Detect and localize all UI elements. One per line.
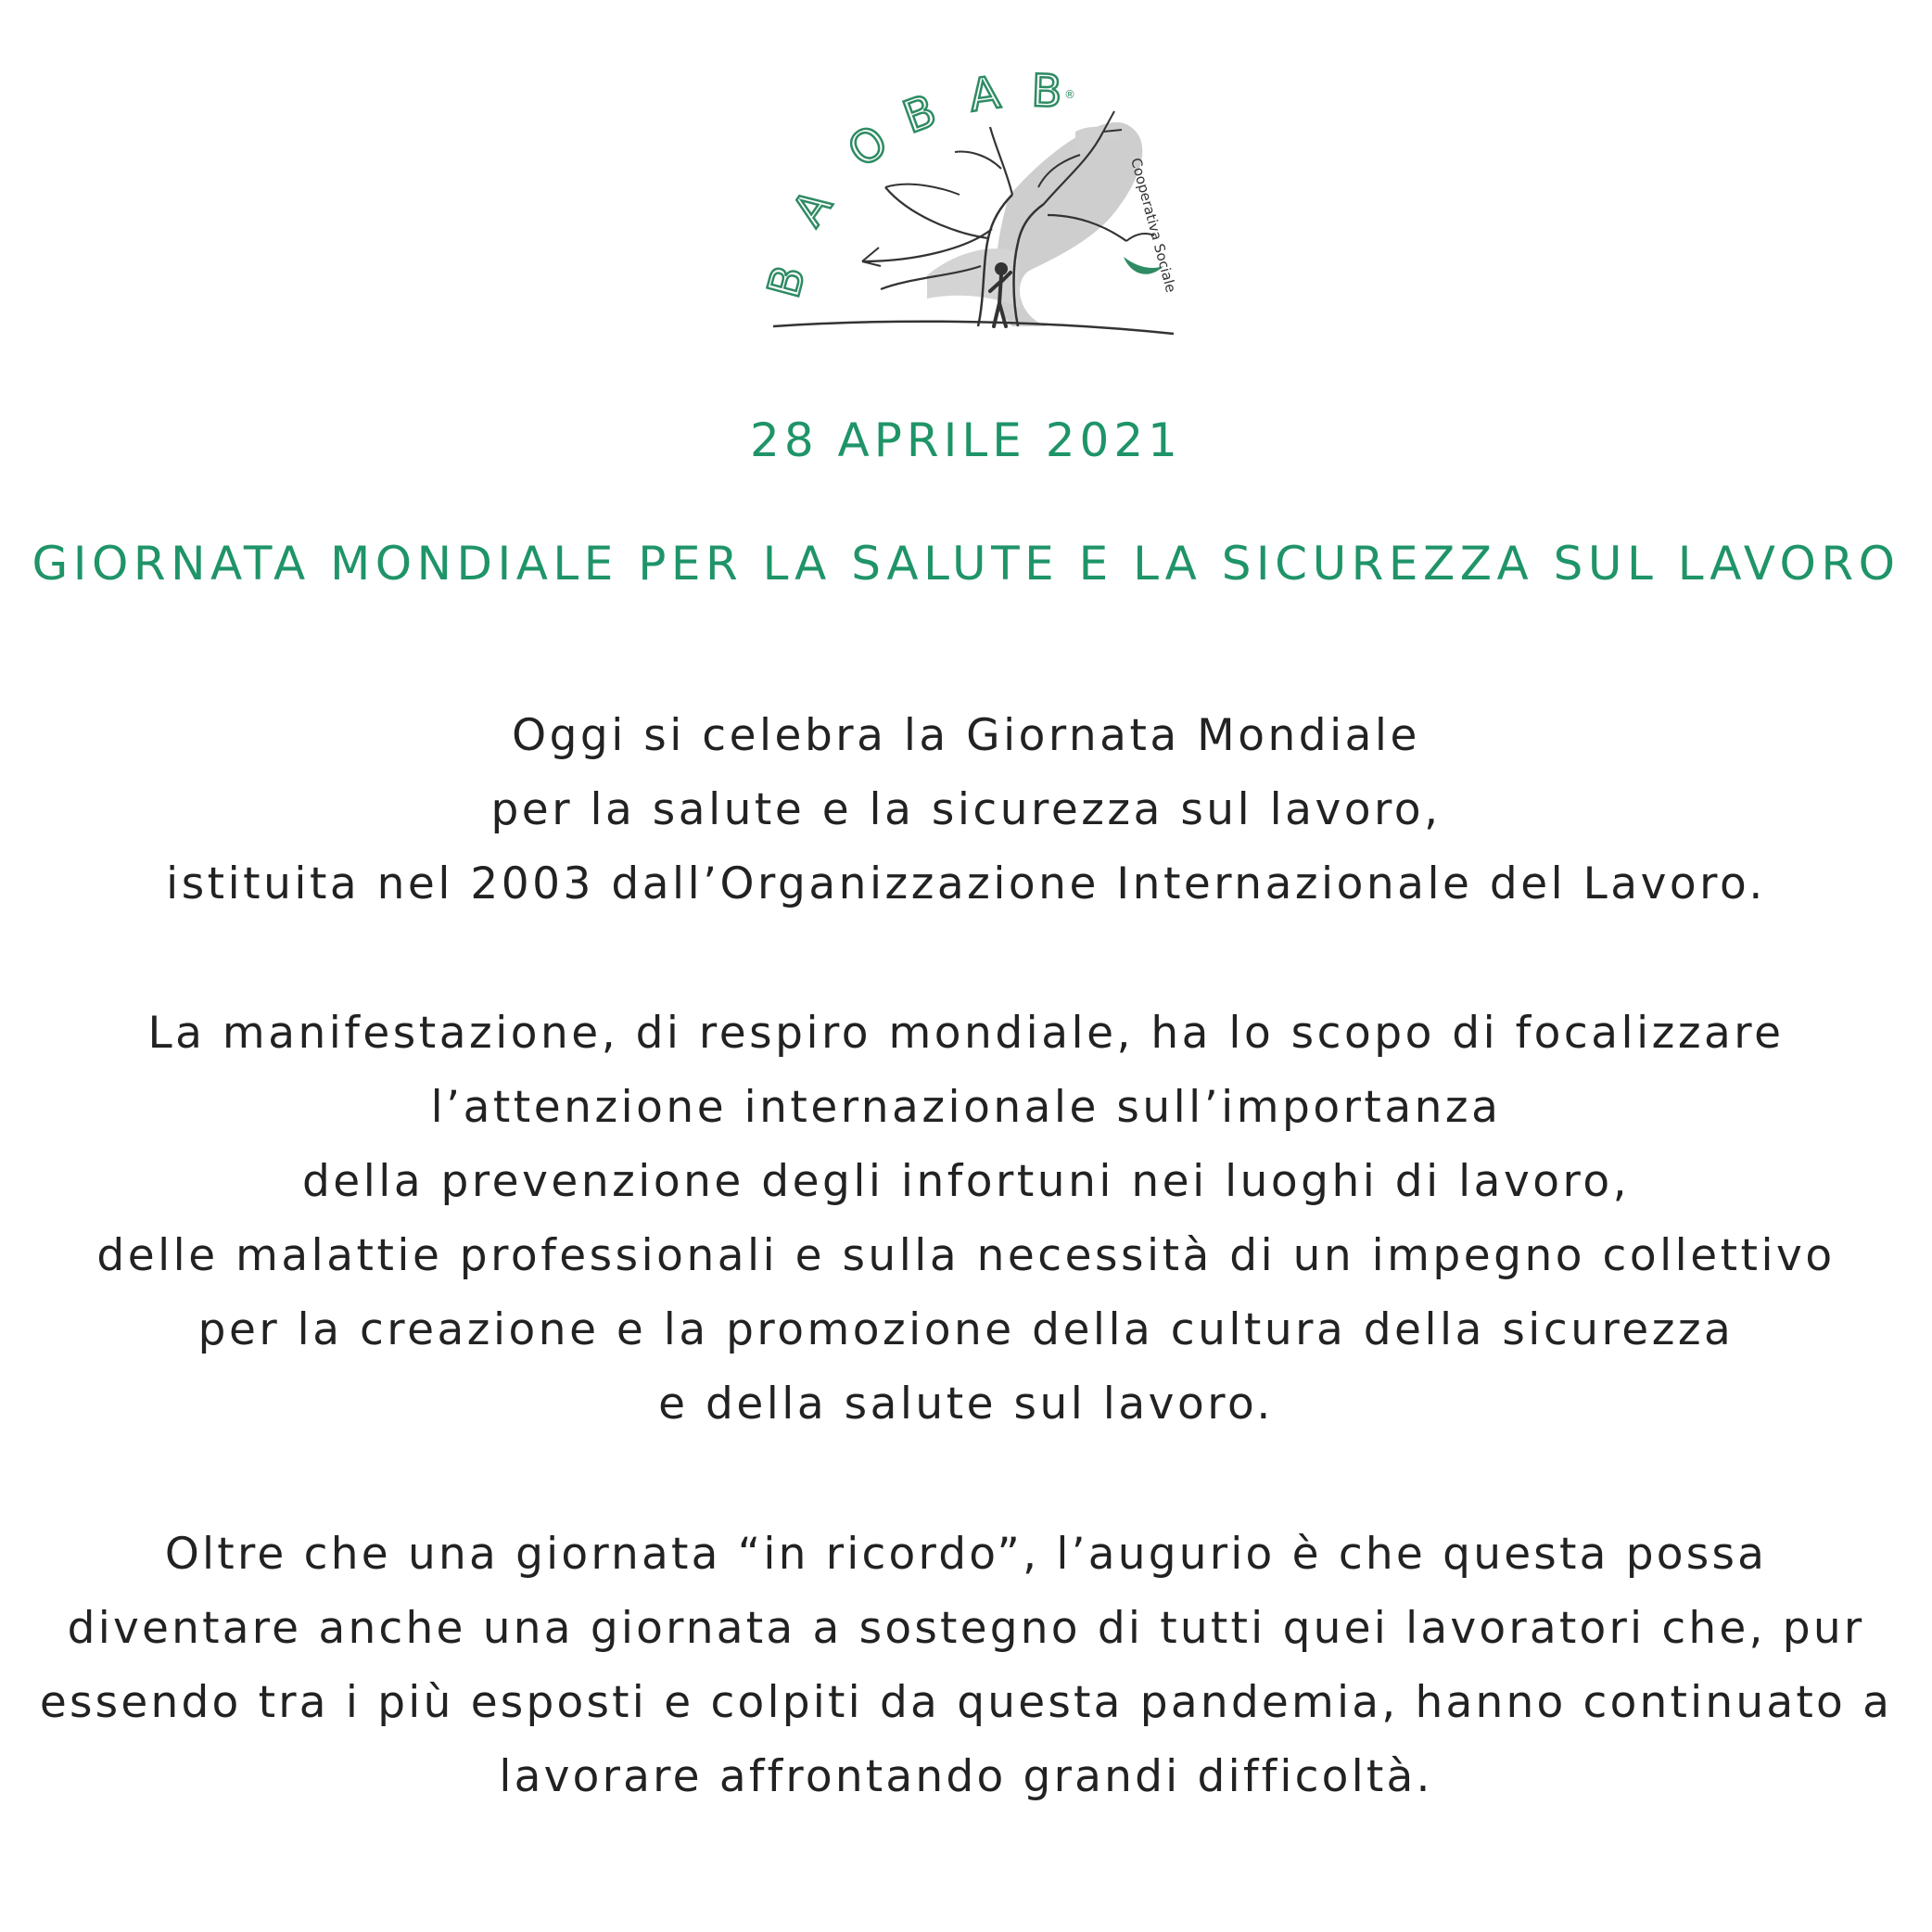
baobab-logo — [757, 65, 1180, 350]
text-line: delle malattie professionali e sulla necessità di un impegno collettivo — [96, 1230, 1836, 1281]
event-date: 28 APRILE 2021 — [750, 413, 1182, 467]
text-line: essendo tra i più esposti e colpiti da questa pandemia, hanno continuato a — [39, 1677, 1893, 1728]
svg-text:B: B — [896, 84, 944, 145]
text-line: La manifestazione, di respiro mondiale, ha lo scopo di focalizzare — [147, 1008, 1785, 1059]
closing-paragraph — [0, 1518, 1932, 1814]
intro-paragraph — [0, 699, 1932, 922]
text-line: per la salute e la sicurezza sul lavoro, — [490, 784, 1442, 835]
svg-text:®: ® — [1064, 88, 1075, 101]
purpose-paragraph — [0, 997, 1932, 1442]
text-line: diventare anche una giornata a sostegno di tutti quei lavoratori che, pur — [67, 1603, 1865, 1654]
svg-text:O: O — [838, 115, 897, 178]
text-line: della prevenzione degli infortuni nei luoghi di lavoro, — [301, 1156, 1631, 1207]
text-line: Oggi si celebra la Giornata Mondiale — [512, 710, 1420, 761]
text-line: e della salute sul lavoro. — [658, 1379, 1274, 1430]
svg-text:B: B — [757, 260, 817, 304]
svg-text:A: A — [782, 180, 843, 235]
text-line: l’attenzione internazionale sull’importanza — [430, 1082, 1502, 1133]
event-title: GIORNATA MONDIALE PER LA SALUTE E LA SICUREZZA SUL LAVORO — [32, 537, 1900, 591]
text-line: lavorare affrontando grandi difficoltà. — [499, 1751, 1433, 1802]
svg-text:A: A — [965, 66, 1004, 122]
svg-text:Cooperativa Sociale: Cooperativa Sociale — [1127, 156, 1180, 295]
text-line: per la creazione e la promozione della cultura della sicurezza — [197, 1304, 1735, 1355]
text-line: Oltre che una giornata “in ricordo”, l’augurio è che questa possa — [164, 1529, 1768, 1580]
svg-text:B: B — [1030, 65, 1063, 119]
baobab-tree-icon — [757, 65, 1180, 350]
text-line: istituita nel 2003 dall’Organizzazione Internazionale del Lavoro. — [166, 858, 1766, 909]
